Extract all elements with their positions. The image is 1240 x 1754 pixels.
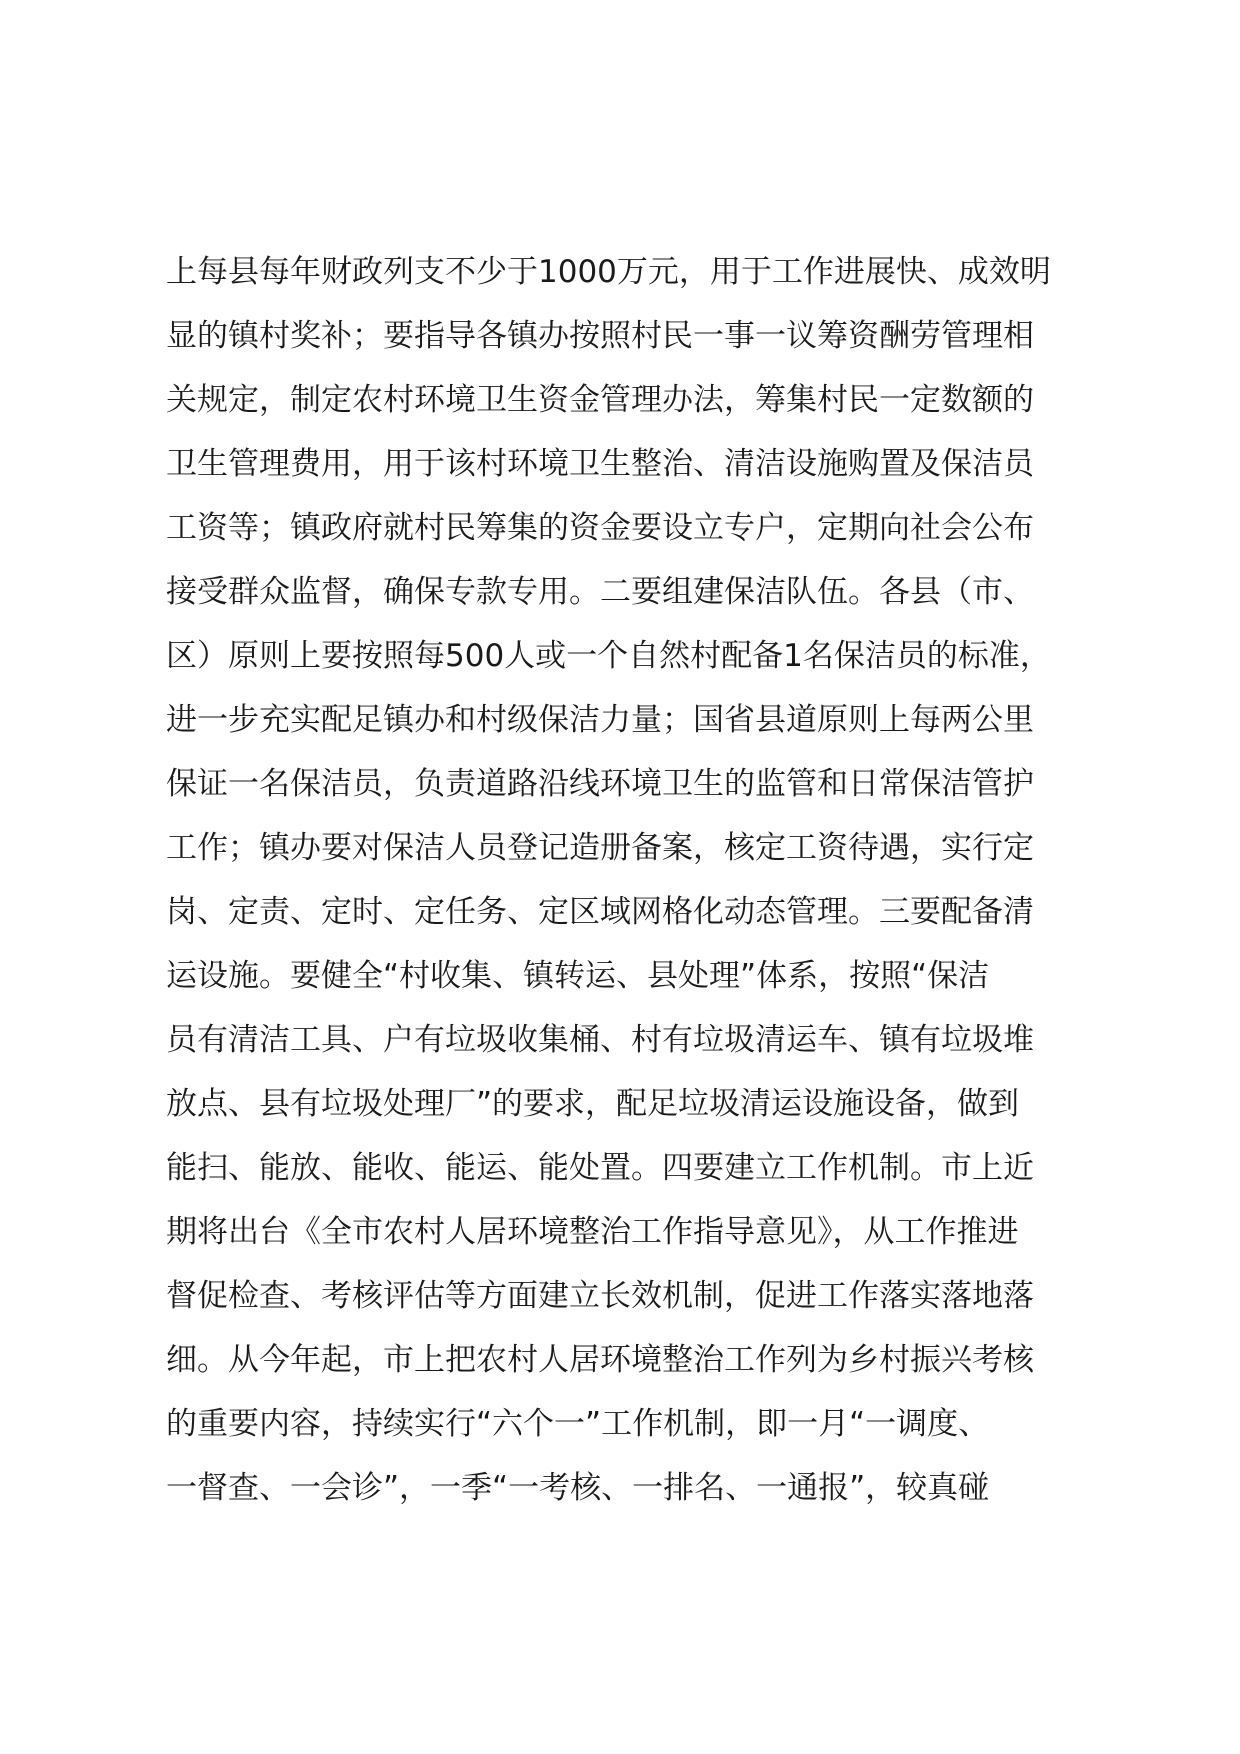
- text-line: 显的镇村奖补；要指导各镇办按照村民一事一议筹资酬劳管理相: [166, 318, 1034, 354]
- text-line: 工作；镇办要对保洁人员登记造册备案，核定工资待遇，实行定: [166, 830, 1034, 866]
- body-paragraph: [166, 240, 1126, 1520]
- text-line: 岗、定责、定时、定任务、定区域网格化动态管理。三要配备清: [166, 894, 1034, 930]
- text-line: 细。从今年起，市上把农村人居环境整治工作列为乡村振兴考核: [166, 1342, 1034, 1378]
- text-line: 放点、县有垃圾处理厂”的要求，配足垃圾清运设施设备，做到: [166, 1086, 1020, 1122]
- text-line: 员有清洁工具、户有垃圾收集桶、村有垃圾清运车、镇有垃圾堆: [166, 1022, 1034, 1058]
- text-line: 区）原则上要按照每500人或一个自然村配备1名保洁员的标准，: [166, 638, 1051, 674]
- text-line: 能扫、能放、能收、能运、能处置。四要建立工作机制。市上近: [166, 1150, 1034, 1186]
- text-line: 接受群众监督，确保专款专用。二要组建保洁队伍。各县（市、: [166, 574, 1034, 610]
- text-line: 一督查、一会诊”，一季“一考核、一排名、一通报”，较真碰: [166, 1470, 990, 1506]
- text-line: 的重要内容，持续实行“六个一”工作机制，即一月“一调度、: [166, 1406, 990, 1442]
- text-line: 工资等；镇政府就村民筹集的资金要设立专户，定期向社会公布: [166, 510, 1034, 546]
- text-line: 上每县每年财政列支不少于1000万元，用于工作进展快、成效明: [166, 254, 1051, 290]
- text-line: 进一步充实配足镇办和村级保洁力量；国省县道原则上每两公里: [166, 702, 1034, 738]
- text-line: 督促检查、考核评估等方面建立长效机制，促进工作落实落地落: [166, 1278, 1034, 1314]
- text-line: 期将出台《全市农村人居环境整治工作指导意见》，从工作推进: [166, 1214, 1019, 1250]
- text-line: 保证一名保洁员，负责道路沿线环境卫生的监管和日常保洁管护: [166, 766, 1034, 802]
- text-line: 关规定，制定农村环境卫生资金管理办法，筹集村民一定数额的: [166, 382, 1034, 418]
- text-line: 运设施。要健全“村收集、镇转运、县处理”体系，按照“保洁: [166, 958, 990, 994]
- text-line: 卫生管理费用，用于该村环境卫生整治、清洁设施购置及保洁员: [166, 446, 1034, 482]
